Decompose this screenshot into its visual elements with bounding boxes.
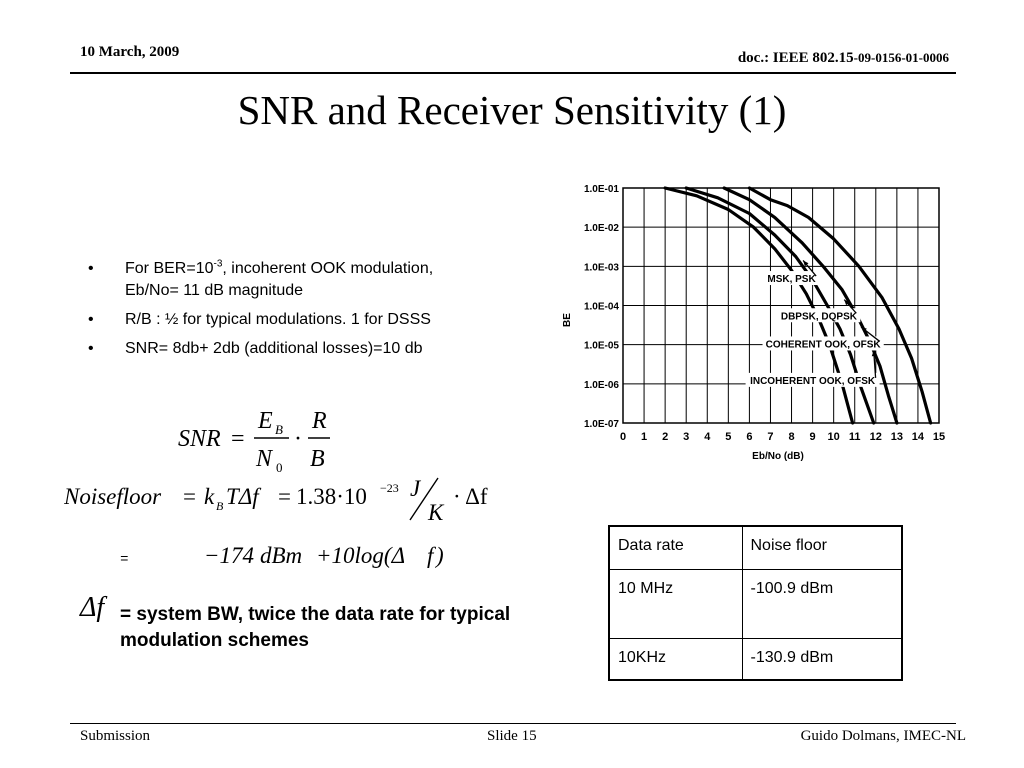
footer-slide-number: Slide 15 bbox=[487, 728, 537, 744]
noise-exp: −23 bbox=[380, 481, 399, 495]
y-tick-label: 1.0E-01 bbox=[583, 184, 619, 195]
annotation-label: INCOHERENT OOK, OFSK bbox=[750, 375, 876, 387]
y-tick-label: 1.0E-02 bbox=[583, 223, 619, 235]
chart-annotations bbox=[746, 260, 884, 386]
bullet-item bbox=[88, 338, 468, 360]
result-d: f bbox=[427, 543, 434, 568]
x-tick-label: 7 bbox=[767, 431, 774, 443]
bullet-text: R/B : ½ for typical modulations. 1 for DSSS bbox=[125, 311, 431, 328]
y-tick-label: 1.0E-03 bbox=[583, 262, 619, 274]
footer-author: Guido Dolmans, IMEC-NL bbox=[800, 728, 966, 744]
result-b: dBm bbox=[260, 543, 303, 568]
noise-floor-equation bbox=[64, 476, 504, 526]
header-divider bbox=[70, 72, 956, 74]
bullet-text: , incoherent OOK modulation, Eb/No= 11 dB magnitude bbox=[125, 260, 434, 299]
bullet-text: For BER=10 bbox=[125, 260, 214, 277]
noise-tail: · Δf bbox=[453, 484, 488, 509]
x-tick-label: 12 bbox=[869, 431, 882, 443]
bullet-item bbox=[88, 258, 468, 302]
table-row bbox=[609, 639, 902, 681]
snr-eb: E bbox=[258, 408, 273, 434]
noise-floor-table bbox=[608, 525, 903, 681]
snr-lhs: SNR bbox=[178, 426, 221, 452]
snr-b: B bbox=[310, 446, 325, 472]
annotation-label: MSK, PSK bbox=[767, 274, 816, 286]
result-c: +10log(Δ bbox=[316, 543, 406, 568]
bullet-dot-icon: • bbox=[88, 311, 94, 328]
y-tick-label: 1.0E-04 bbox=[583, 301, 619, 313]
snr-eb-sub: B bbox=[275, 422, 283, 437]
table-cell: -100.9 dBm bbox=[742, 570, 902, 639]
bullet-dot-icon: • bbox=[88, 340, 94, 357]
snr-equals: = bbox=[231, 426, 245, 452]
bullet-text: SNR= 8db+ 2db (additional losses)=10 db bbox=[125, 340, 423, 357]
doc-id-suffix: -09-0156-01-0006 bbox=[853, 50, 949, 65]
noise-equals-2: = bbox=[278, 484, 291, 509]
slide-title: SNR and Receiver Sensitivity (1) bbox=[237, 87, 787, 133]
delta-f-symbol: Δf bbox=[80, 592, 105, 623]
table-cell: -130.9 dBm bbox=[742, 639, 902, 681]
x-tick-label: 5 bbox=[725, 431, 732, 443]
delta-f-explanation: = system BW, twice the data rate for typical modulation schemes bbox=[120, 604, 511, 651]
noise-t-df: TΔf bbox=[226, 484, 259, 509]
bullet-dot-icon: • bbox=[88, 260, 94, 277]
noise-unit-k: K bbox=[428, 500, 444, 525]
header-date: 10 March, 2009 bbox=[80, 44, 180, 60]
table-header-row bbox=[609, 526, 902, 570]
snr-n0-sub: 0 bbox=[276, 460, 283, 475]
x-tick-label: 3 bbox=[683, 431, 690, 443]
snr-equation bbox=[178, 404, 348, 476]
x-tick-label: 6 bbox=[746, 431, 753, 443]
y-tick-label: 1.0E-05 bbox=[583, 340, 619, 352]
result-e: ) bbox=[436, 543, 444, 568]
table-header-cell: Noise floor bbox=[742, 526, 902, 570]
header-doc-id bbox=[738, 50, 949, 67]
footer-left: Submission bbox=[80, 728, 151, 744]
noise-k: k bbox=[204, 484, 215, 509]
bullet-list bbox=[88, 258, 468, 367]
snr-dot: · bbox=[294, 426, 302, 452]
x-tick-label: 11 bbox=[848, 431, 861, 443]
x-tick-label: 8 bbox=[788, 431, 795, 443]
noise-k-sub: B bbox=[216, 499, 224, 513]
noise-coef: 1.38·10 bbox=[296, 484, 367, 509]
snr-r: R bbox=[312, 408, 327, 434]
x-tick-label: 0 bbox=[619, 431, 627, 443]
table-cell: 10KHz bbox=[609, 639, 742, 681]
noise-equals: = bbox=[183, 484, 196, 509]
annotation-label: DBPSK, DQPSK bbox=[780, 311, 857, 323]
x-tick-label: 9 bbox=[809, 431, 816, 443]
table-cell: 10 MHz bbox=[609, 570, 742, 639]
doc-id-prefix: doc.: IEEE 802.15 bbox=[737, 50, 854, 66]
bullet-superscript: -3 bbox=[213, 258, 223, 270]
x-tick-label: 4 bbox=[704, 431, 711, 443]
snr-n0: N bbox=[256, 446, 273, 472]
table-row bbox=[609, 570, 902, 639]
ber-chart bbox=[556, 176, 956, 466]
x-tick-label: 2 bbox=[662, 431, 669, 443]
x-tick-label: 1 bbox=[641, 431, 648, 443]
table-header-cell: Data rate bbox=[609, 526, 742, 570]
noise-lhs: Noisefloor bbox=[64, 484, 162, 509]
footer-divider bbox=[70, 723, 956, 724]
result-equals: = bbox=[120, 550, 129, 566]
x-tick-label: 14 bbox=[911, 431, 925, 443]
y-tick-label: 1.0E-06 bbox=[583, 379, 619, 391]
x-tick-label: 15 bbox=[932, 431, 946, 443]
noise-unit-j: J bbox=[410, 476, 421, 501]
x-tick-label: 13 bbox=[890, 431, 903, 443]
y-tick-label: 1.0E-07 bbox=[583, 419, 619, 430]
chart-x-axis-label: Eb/No (dB) bbox=[752, 451, 804, 462]
annotation-label: COHERENT OOK, OFSK bbox=[765, 339, 881, 351]
result-a: −174 bbox=[204, 543, 255, 568]
noise-result-equation bbox=[120, 536, 480, 576]
x-tick-label: 10 bbox=[827, 431, 840, 443]
chart-y-axis-label: BE bbox=[562, 313, 573, 327]
bullet-item bbox=[88, 309, 468, 331]
